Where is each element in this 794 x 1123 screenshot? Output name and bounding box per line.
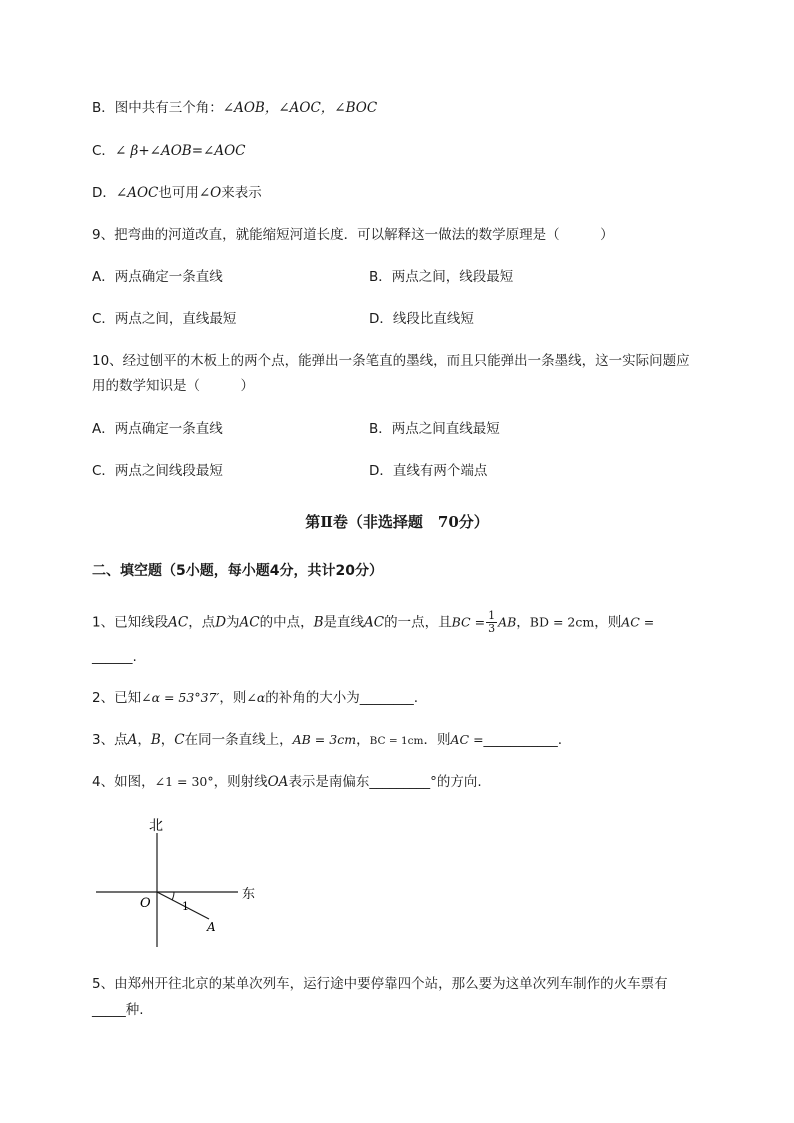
q9-options-row1 bbox=[92, 267, 514, 287]
q9-options-row2 bbox=[92, 309, 474, 329]
fill-question-3: 3、点A，B，C在同一条直线上，AB = 3cm，BC = 1cm．则AC =___________. bbox=[92, 732, 563, 748]
label-point-a: A bbox=[207, 920, 216, 934]
q10-option-b: B．两点之间直线最短 bbox=[369, 421, 500, 437]
q9-option-d: D．线段比直线短 bbox=[369, 311, 474, 327]
fill-question-2: 2、已知∠α = 53°37′，则∠α的补角的大小为________. bbox=[92, 690, 419, 706]
label-angle-1: 1 bbox=[182, 900, 189, 913]
fill-question-5-line1: 5、由郑州开往北京的某单次列车，运行途中要停靠四个站，那么要为这单次列车制作的火车票有 bbox=[92, 976, 668, 992]
q8-option-c: C．∠ β+∠AOB=∠AOC bbox=[92, 143, 246, 159]
q8-option-b: B．图中共有三个角：∠AOB，∠AOC，∠BOC bbox=[92, 100, 378, 116]
q10-stem-line1: 10、经过刨平的木板上的两个点，能弹出一条笔直的墨线，而且只能弹出一条墨线，这一实际问题应 bbox=[92, 353, 690, 369]
q9-option-c: C．两点之间，直线最短 bbox=[92, 311, 237, 327]
fraction-one-third: $\frac{1}{3}$ bbox=[488, 609, 496, 635]
fill-question-1: 1、已知线段AC，点D为AC的中点，B是直线AC的一点，且BC = $\frac{1}{3}$ AB，BD = 2cm，则AC = bbox=[92, 609, 655, 635]
label-north: 北 bbox=[149, 818, 163, 834]
q10-option-a: A．两点确定一条直线 bbox=[92, 421, 223, 437]
fill-question-5-line2: _____种. bbox=[92, 1002, 144, 1018]
fill-question-4: 4、如图，∠1 = 30°，则射线OA表示是南偏东_________°的方向. bbox=[92, 774, 482, 790]
q10-stem-line2: 用的数学知识是（ ） bbox=[92, 378, 254, 394]
q10-options-row1 bbox=[92, 419, 500, 439]
q10-option-c: C．两点之间线段最短 bbox=[92, 463, 223, 479]
q10-option-d: D．直线有两个端点 bbox=[369, 463, 488, 479]
angle-arc bbox=[172, 892, 174, 900]
direction-figure bbox=[90, 815, 280, 955]
q9-option-b: B．两点之间，线段最短 bbox=[369, 269, 514, 285]
label-east: 东 bbox=[242, 887, 256, 902]
q10-options-row2 bbox=[92, 461, 488, 481]
fill-question-1-blank: ______. bbox=[92, 649, 137, 665]
part2-title: 第Ⅱ卷（非选择题 70分） bbox=[305, 513, 489, 531]
q9-stem: 9、把弯曲的河道改直，就能缩短河道长度．可以解释这一做法的数学原理是（ ） bbox=[92, 227, 614, 243]
label-origin: O bbox=[140, 896, 151, 911]
section-heading: 二、填空题（5小题，每小题4分，共计20分） bbox=[92, 563, 383, 579]
q8-option-d: D．∠AOC也可用∠O来表示 bbox=[92, 185, 262, 201]
q9-option-a: A．两点确定一条直线 bbox=[92, 269, 223, 285]
